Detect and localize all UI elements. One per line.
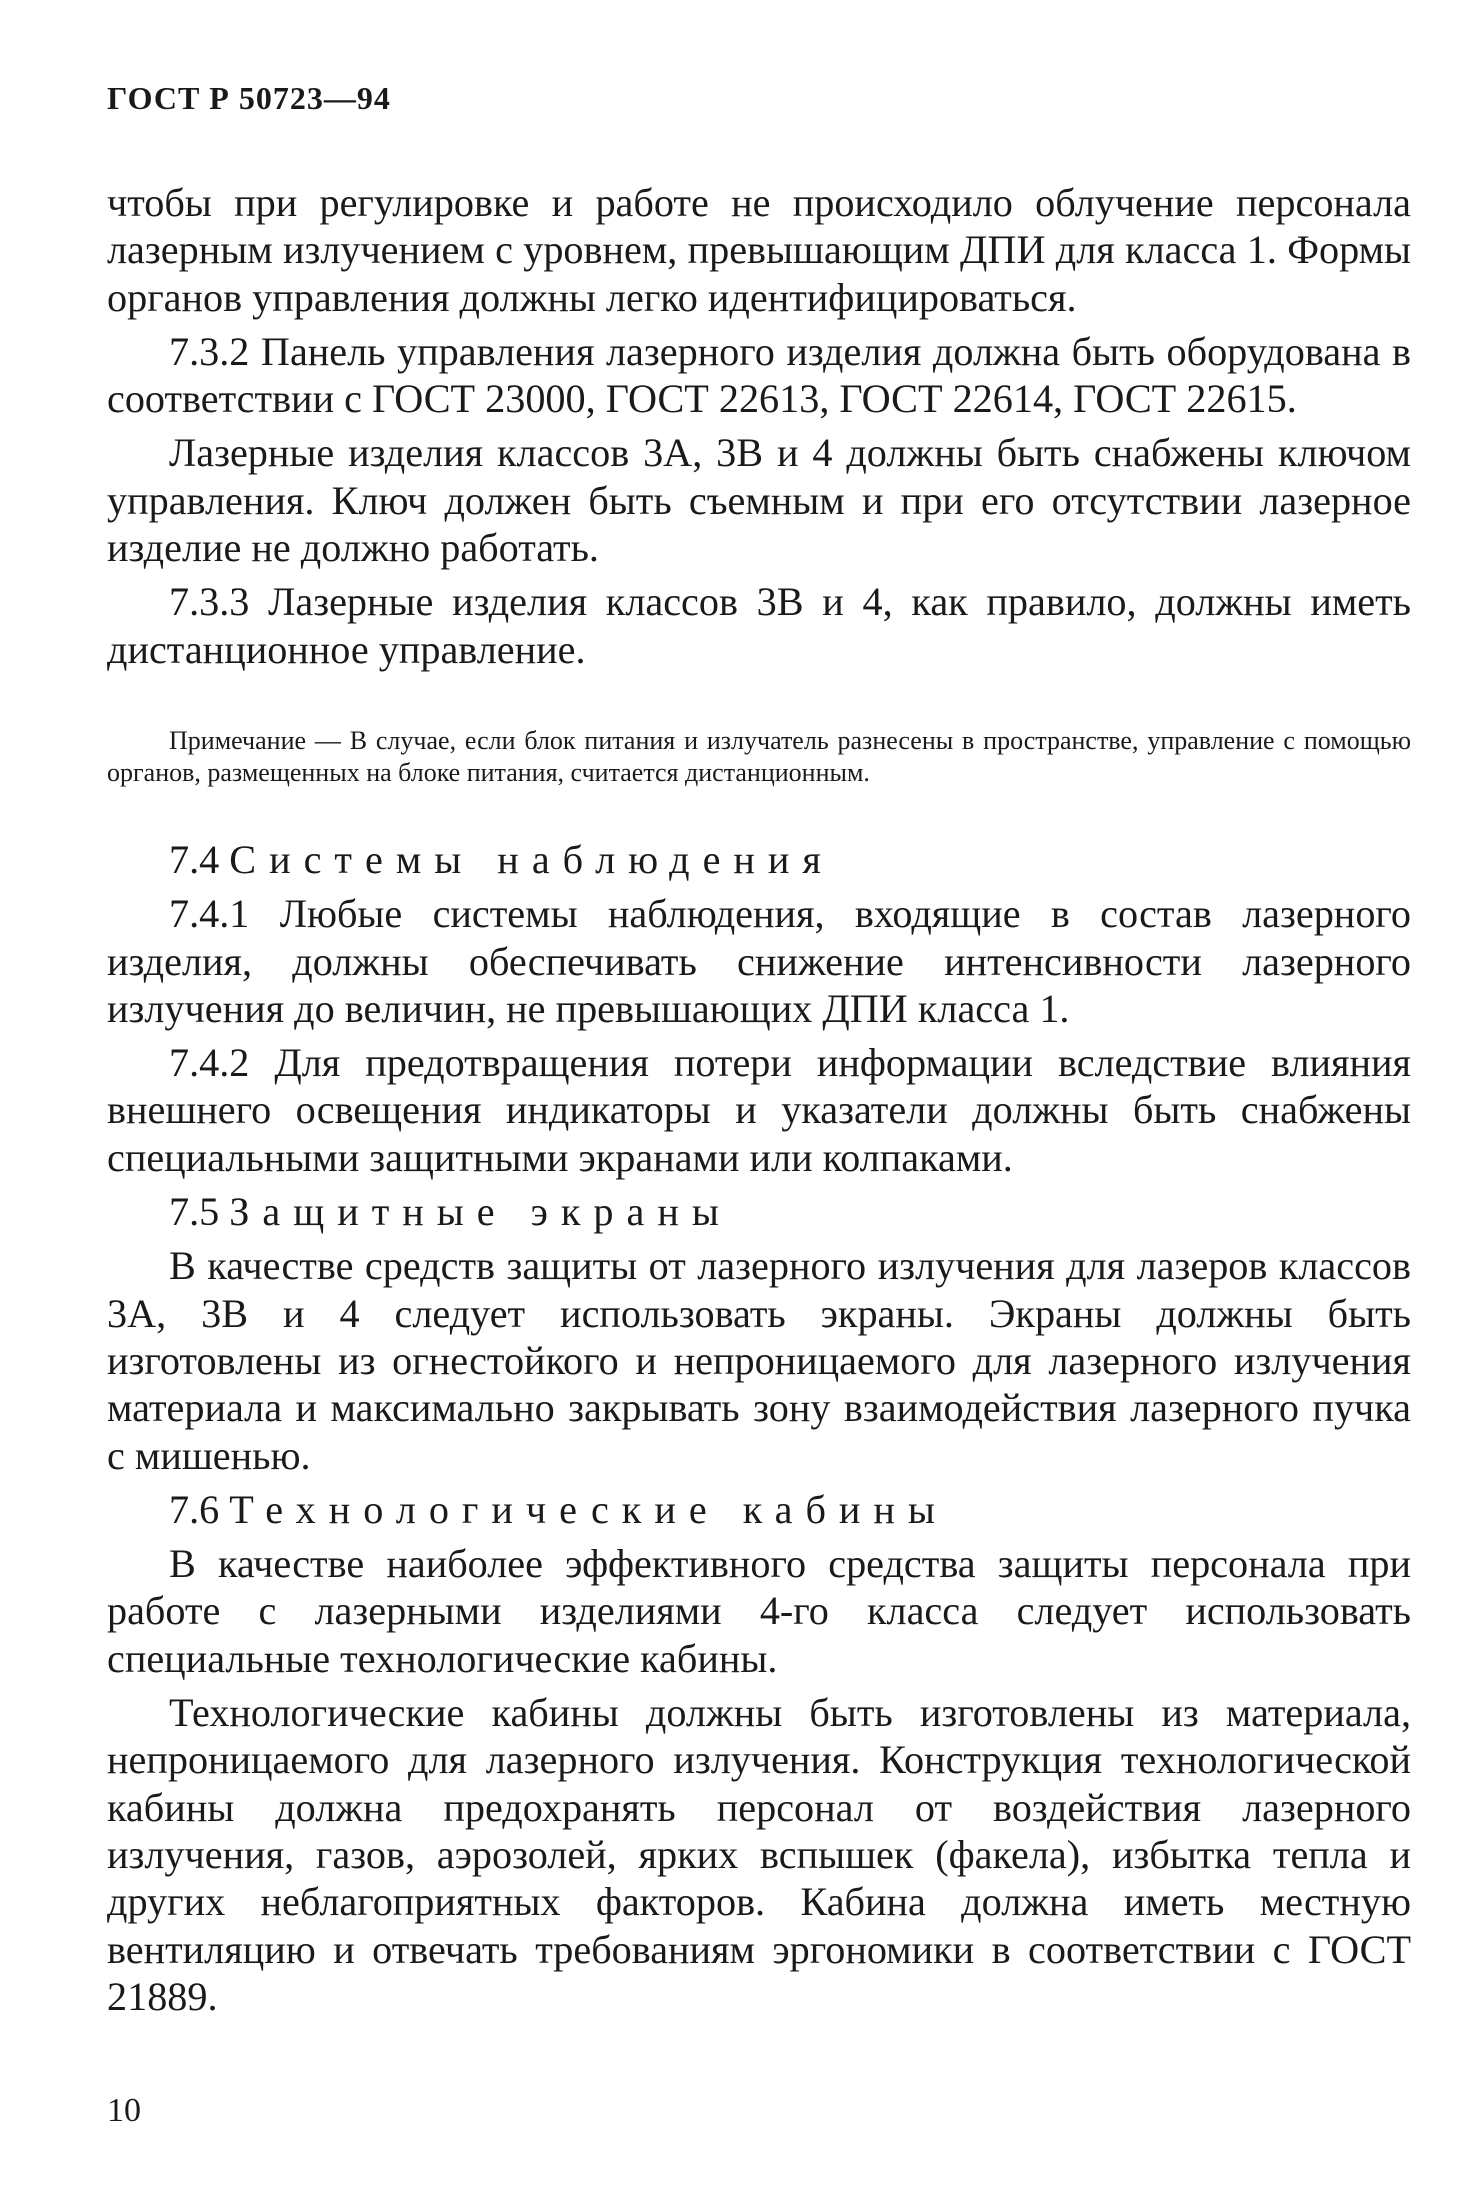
- section-heading-7-4: [107, 836, 1411, 883]
- section-title: Технологические кабины: [229, 1486, 948, 1532]
- paragraph-7-3-3: 7.3.3 Лазерные изделия классов 3В и 4, как правило, должны иметь дистанционное управление.: [107, 579, 1411, 672]
- section-title: Системы наблюдения: [229, 836, 834, 882]
- section-heading-7-5: [107, 1188, 1411, 1235]
- paragraph-7-6-a: В качестве наиболее эффективного средства защиты персонала при работе с лазерными изделиями 4-го класса следует использовать специальные технологические кабины.: [107, 1541, 1411, 1681]
- paragraph-control-key: Лазерные изделия классов 3А, 3В и 4 должны быть снабжены ключом управления. Ключ должен быть съемным и при его отсутствии лазерное изделие не должно работать.: [107, 430, 1411, 571]
- section-title: Защитные экраны: [229, 1189, 732, 1235]
- note: Примечание — В случае, если блок питания и излучатель разнесены в пространстве, управление с помощью органов, размещенных на блоке питания, считается дистанционным.: [107, 725, 1411, 787]
- section-number: 7.5: [169, 1189, 220, 1235]
- document-header: ГОСТ Р 50723—94: [107, 80, 391, 116]
- paragraph-7-5: В качестве средств защиты от лазерного излучения для лазеров классов 3А, 3В и 4 следует использовать экраны. Экраны должны быть изготовлены из огнестойкого и непроницаемого для лазерного излучения материала и максимально закрывать зону взаимодействия лазерного пучка с мишенью.: [107, 1243, 1411, 1478]
- paragraph-7-3-2: 7.3.2 Панель управления лазерного изделия должна быть оборудована в соответствии с ГОСТ 23000, ГОСТ 22613, ГОСТ 22614, ГОСТ 22615.: [107, 328, 1411, 422]
- section-number: 7.6: [169, 1486, 220, 1532]
- section-heading-7-6: [107, 1486, 1411, 1533]
- section-number: 7.4: [169, 836, 220, 882]
- page-number: 10: [107, 2092, 141, 2129]
- paragraph-7-6-b: Технологические кабины должны быть изготовлены из материала, непроницаемого для лазерного излучения. Конструкция технологической кабины должна предохранять персонал от воздействия лазерного излучения, газов, аэрозолей, ярких вспышек (факела), избытка тепла и других неблагоприятных факторов. Кабина должна иметь местную вентиляцию и отвечать требованиям эргономики в соответствии с ГОСТ 21889.: [107, 1690, 1411, 2019]
- paragraph-continuation: чтобы при регулировке и работе не происходило облучение персонала лазерным излучением с уровнем, превышающим ДПИ для класса 1. Формы органов управления должны легко идентифицироваться.: [107, 180, 1411, 320]
- paragraph-7-4-2: 7.4.2 Для предотвращения потери информации вследствие влияния внешнего освещения индикаторы и указатели должны быть снабжены специальными защитными экранами или колпаками.: [107, 1040, 1411, 1180]
- paragraph-7-4-1: 7.4.1 Любые системы наблюдения, входящие в состав лазерного изделия, должны обеспечивать снижение интенсивности лазерного излучения до величин, не превышающих ДПИ класса 1.: [107, 891, 1411, 1031]
